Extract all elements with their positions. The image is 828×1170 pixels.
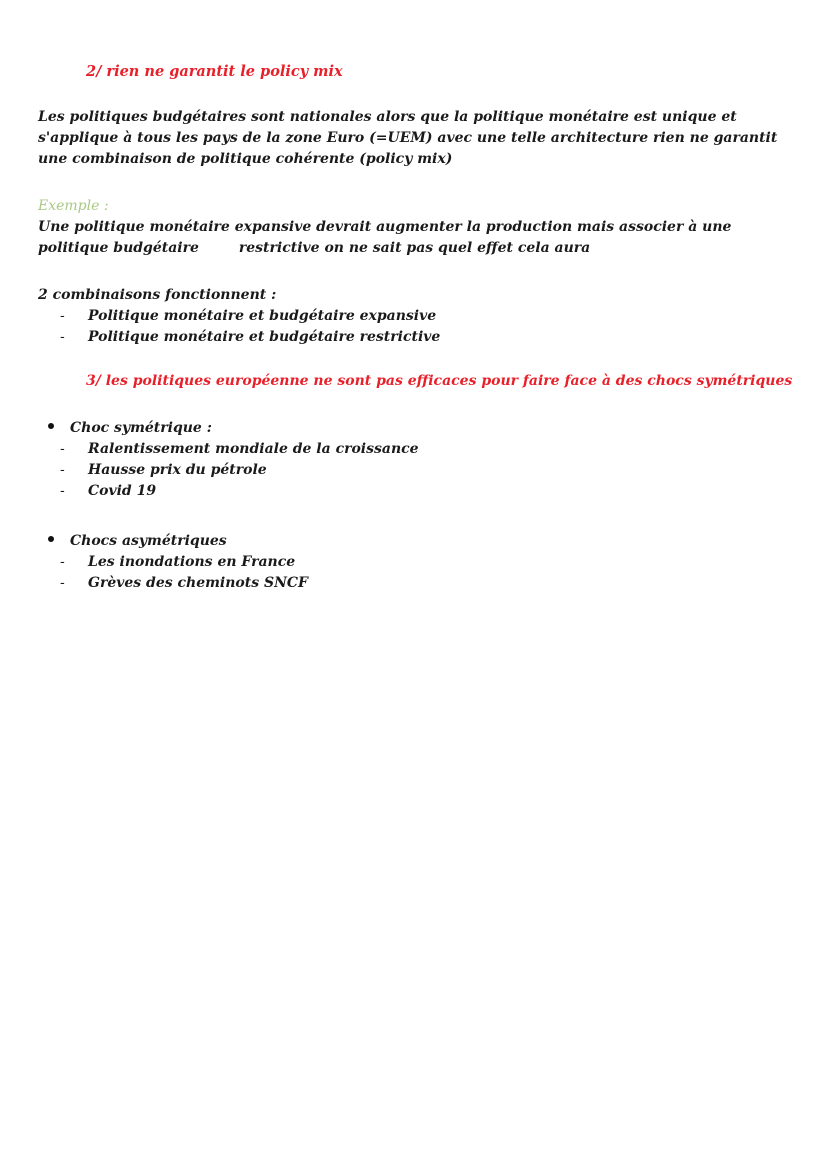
symmetric-shock-list — [60, 439, 419, 502]
paragraph-line: une combinaison de politique cohérente (policy mix) — [38, 151, 453, 167]
example-line — [38, 238, 731, 259]
symmetric-shock-label: Choc symétrique : — [70, 420, 212, 436]
paragraph-line: s'applique à tous les pays de la zone Euro (=UEM) avec une telle architecture rien ne garantit — [38, 130, 778, 146]
example-line-part: politique budgétaire — [38, 240, 199, 256]
list-item: - Ralentissement mondiale de la croissance — [60, 439, 419, 460]
list-item: - Grèves des cheminots SNCF — [60, 573, 308, 594]
section-3-heading: 3/ les politiques européenne ne sont pas efficaces pour faire face à des chocs symétriques — [86, 373, 793, 389]
example-line: Une politique monétaire expansive devrait augmenter la production mais associer à une — [38, 219, 732, 235]
list-item: - Hausse prix du pétrole — [60, 460, 419, 481]
list-item: - Politique monétaire et budgétaire restrictive — [60, 327, 440, 348]
combinations-title: 2 combinaisons fonctionnent : — [38, 287, 277, 303]
policy-mix-paragraph — [38, 107, 777, 170]
list-item: - Politique monétaire et budgétaire expansive — [60, 306, 440, 327]
list-item: - Les inondations en France — [60, 552, 308, 573]
asymmetric-shock-label: Chocs asymétriques — [70, 533, 227, 549]
combinations-list — [60, 306, 440, 348]
example-label: Exemple : — [38, 198, 109, 214]
asymmetric-shock-list — [60, 552, 308, 594]
list-item: - Covid 19 — [60, 481, 419, 502]
asymmetric-shock-title — [48, 531, 227, 552]
bullet-icon — [48, 423, 54, 429]
example-line-part: restrictive on ne sait pas quel effet cela aura — [238, 240, 591, 256]
bullet-icon — [48, 536, 54, 542]
paragraph-line: Les politiques budgétaires sont nationales alors que la politique monétaire est unique et — [38, 109, 737, 125]
symmetric-shock-title — [48, 418, 212, 439]
section-2-heading: 2/ rien ne garantit le policy mix — [86, 63, 343, 80]
example-paragraph — [38, 217, 731, 259]
